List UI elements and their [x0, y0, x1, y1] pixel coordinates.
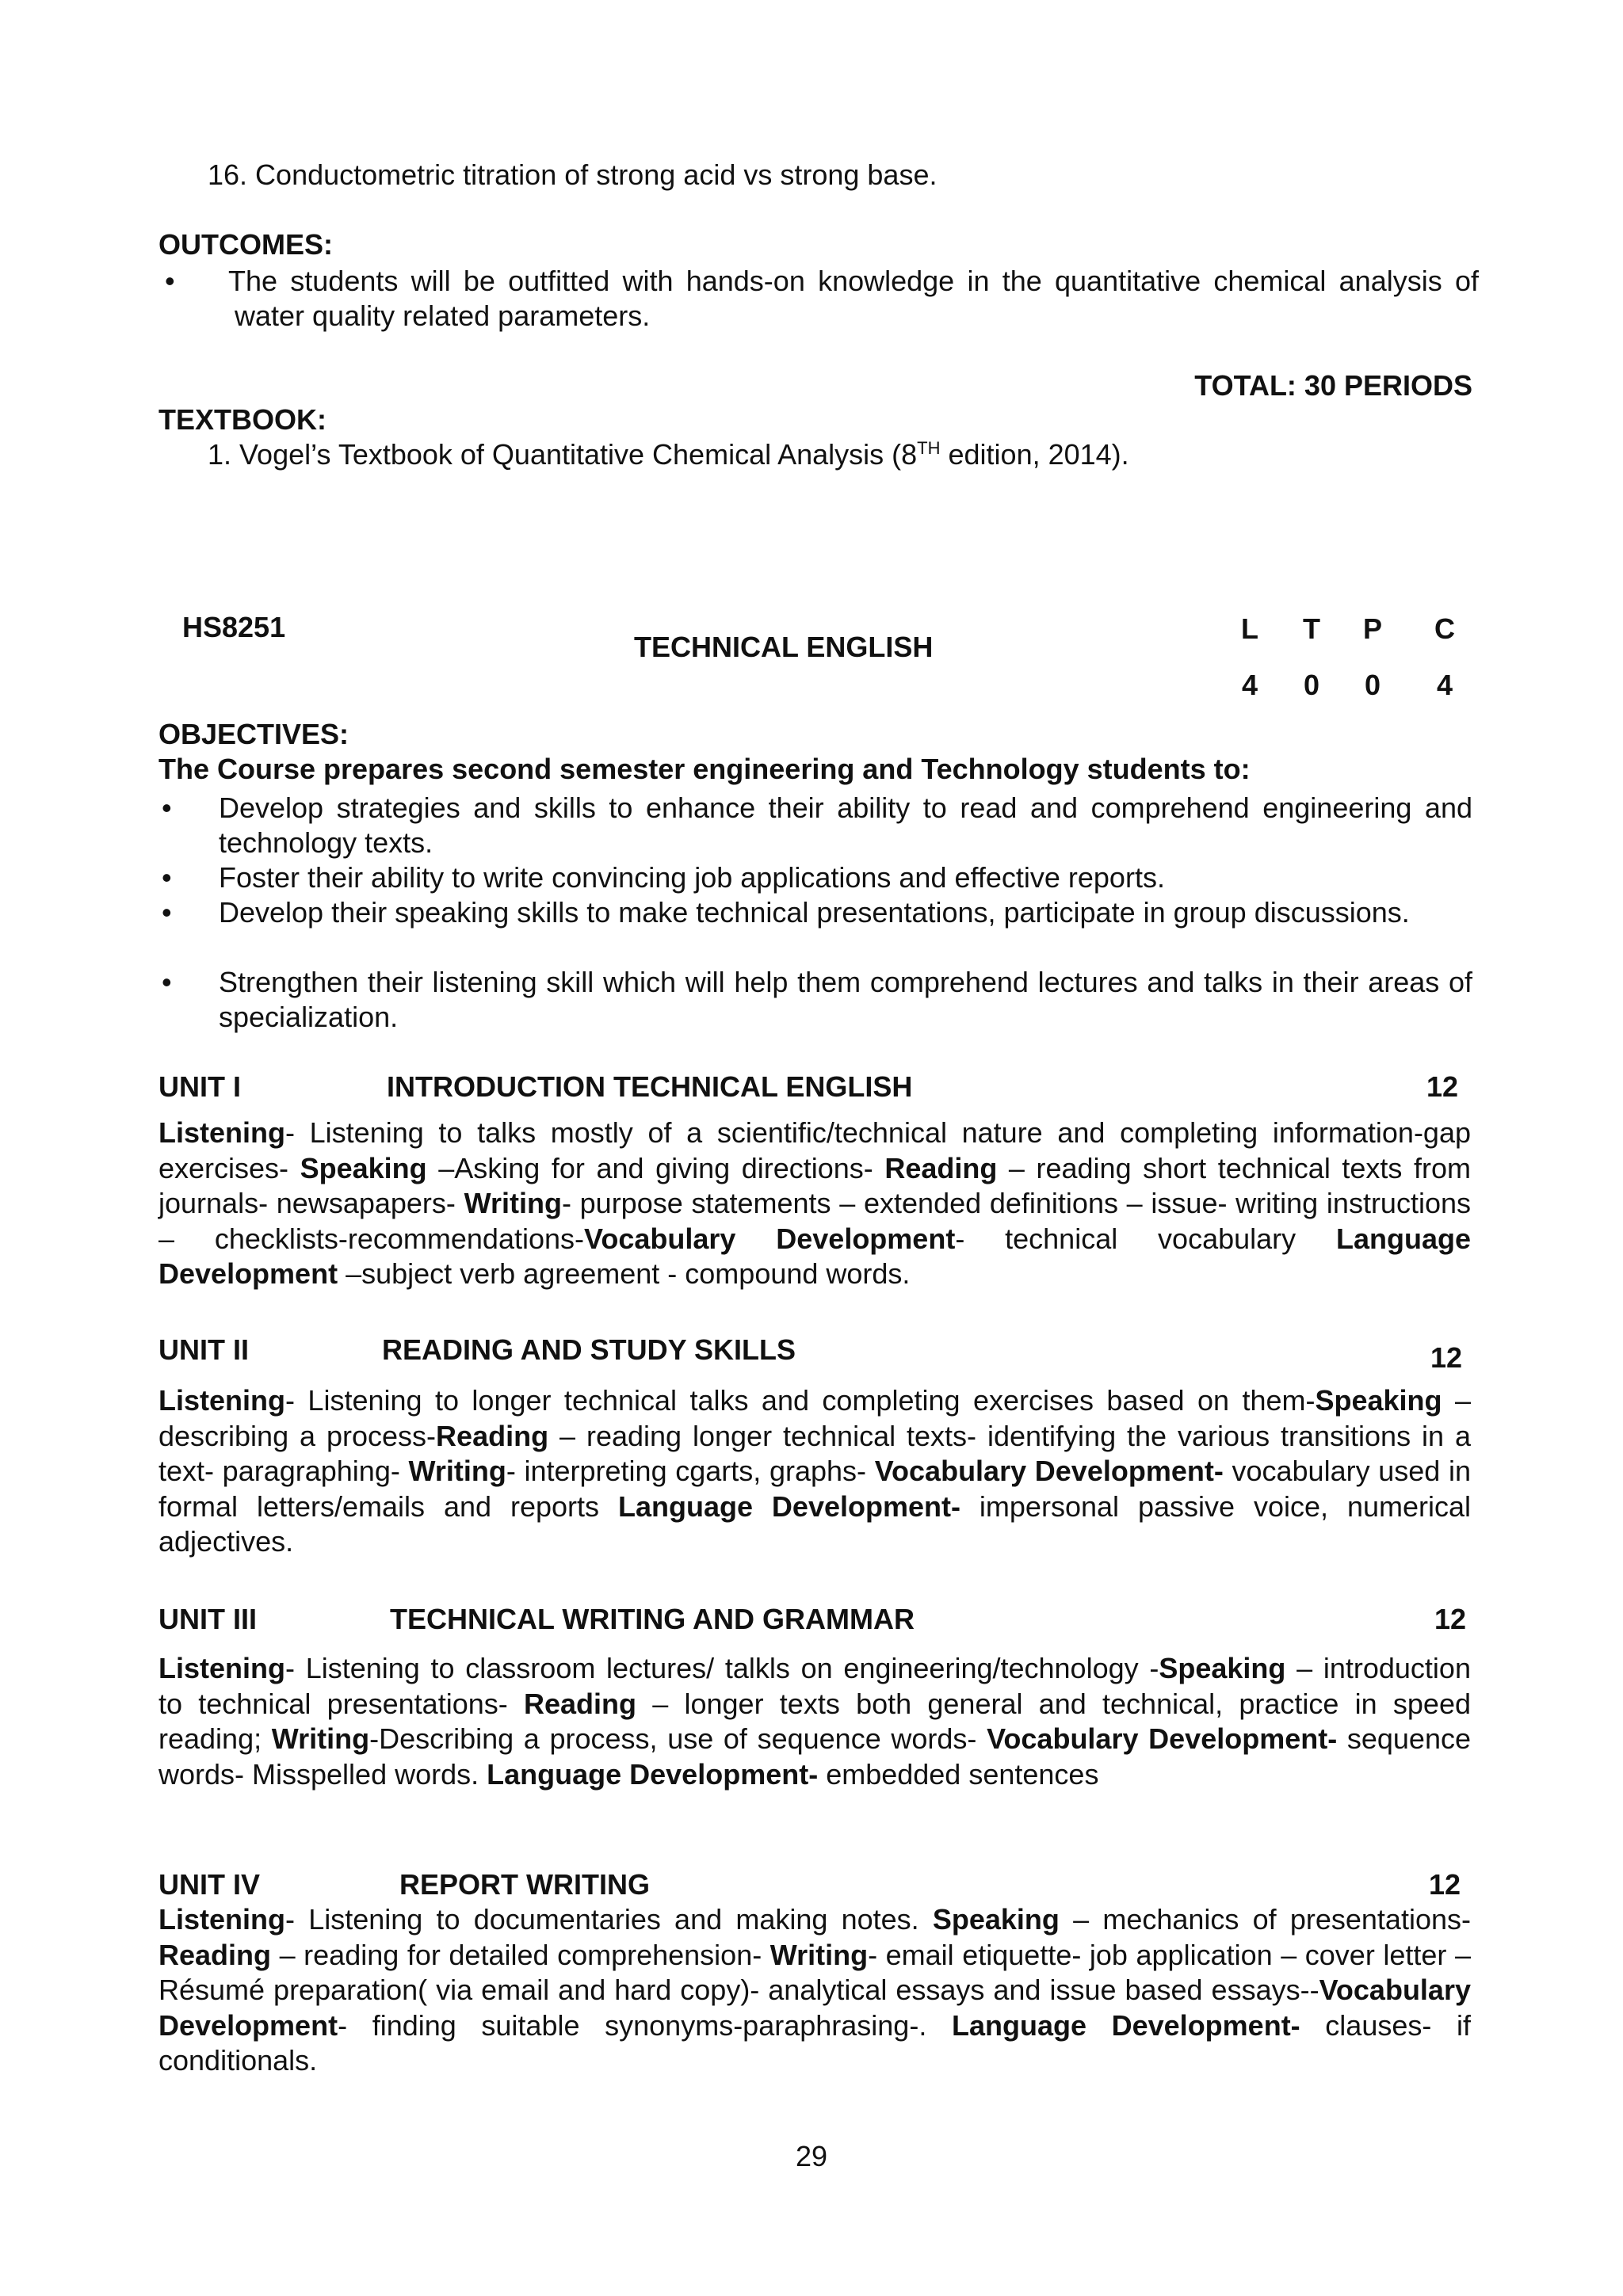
keyword-label: Language Development-	[951, 2008, 1300, 2042]
objective-item	[162, 895, 1472, 965]
page-number: 29	[795, 2140, 828, 2172]
textbook-item-prefix: 1. Vogel’s Textbook of Quantitative Chemical Analysis (8	[208, 438, 918, 471]
bullet-glyph: •	[165, 265, 175, 297]
unit-1-title: INTRODUCTION TECHNICAL ENGLISH	[387, 1070, 913, 1103]
objective-text: Develop strategies and skills to enhance their ability to read and comprehend engineering and technology texts.	[219, 791, 1472, 859]
bullet-glyph: •	[162, 791, 172, 824]
unit-4-title: REPORT WRITING	[399, 1868, 650, 1901]
segment-text: - Listening to classroom lectures/ talkls on engineering/technology -	[285, 1652, 1159, 1684]
segment-text: embedded sentences	[818, 1757, 1099, 1791]
segment-text: impersonal passive voice, numerical adjectives.	[158, 1489, 1472, 1558]
ltpc-header-c: C	[1434, 612, 1455, 645]
ltpc-value-l: 4	[1241, 669, 1258, 701]
keyword-label: Speaking	[932, 1903, 1060, 1936]
segment-text: – reading for detailed comprehension-	[271, 1938, 770, 1971]
keyword-label: Vocabulary Development-	[874, 1455, 1224, 1487]
keyword-label: Speaking	[1315, 1384, 1442, 1417]
segment-text: – longer texts both general and technical, practice in speed reading;	[158, 1687, 1471, 1755]
keyword-label: Language Development-	[487, 1757, 819, 1791]
segment-text: - purpose statements – extended definitions – issue- writing instructions – checklists-recommendations-	[158, 1187, 1471, 1255]
ltpc-value-p: 0	[1364, 669, 1381, 701]
objective-text: Strengthen their listening skill which will help them comprehend lectures and talks in their areas of specialization.	[219, 966, 1472, 1033]
total-periods: TOTAL: 30 PERIODS	[1194, 369, 1472, 402]
ltpc-value-c: 4	[1436, 669, 1453, 701]
keyword-label: Listening	[158, 1116, 285, 1149]
objective-item	[162, 965, 1472, 1035]
segment-text: - email etiquette- job application – cover letter –Résumé preparation( via email and hard copy)- analytical essays and issue based essays--	[158, 1938, 1471, 2006]
keyword-label: Reading	[523, 1687, 636, 1720]
unit-4-content	[158, 1902, 1471, 2079]
objective-item	[162, 860, 1472, 895]
textbook-item-suffix: edition, 2014).	[940, 438, 1129, 471]
segment-text: sequence words- Misspelled words.	[158, 1722, 1471, 1791]
keyword-label: Vocabulary Development	[584, 1222, 956, 1255]
segment-text: – reading short technical texts from journals- newsapapers-	[158, 1151, 1471, 1219]
keyword-label: Writing	[464, 1187, 562, 1219]
keyword-label: Listening	[158, 1903, 285, 1936]
unit-2-hours: 12	[1430, 1341, 1463, 1374]
segment-text: clauses- if conditionals.	[158, 2008, 1472, 2077]
textbook-item	[208, 437, 1129, 472]
outcomes-heading: OUTCOMES:	[158, 228, 333, 261]
ltpc-header-l: L	[1241, 612, 1258, 645]
lab-item-16: 16. Conductometric titration of strong acid vs strong base.	[208, 158, 938, 191]
unit-3-title: TECHNICAL WRITING AND GRAMMAR	[390, 1603, 915, 1635]
keyword-label: Speaking	[300, 1151, 427, 1184]
segment-text: - finding suitable synonyms-paraphrasing-.	[338, 2008, 952, 2042]
keyword-label: Reading	[436, 1419, 549, 1452]
segment-text: – reading longer technical texts- identifying the various transitions in a text- paragraphing-	[158, 1419, 1471, 1487]
unit-3-content	[158, 1651, 1471, 1792]
segment-text: - technical vocabulary	[955, 1222, 1336, 1255]
outcomes-bullet-item	[165, 264, 1479, 335]
keyword-label: Language Development	[158, 1222, 1471, 1290]
objectives-heading: OBJECTIVES:	[158, 718, 349, 750]
segment-text: - Listening to documentaries and making notes.	[285, 1903, 933, 1936]
bullet-glyph: •	[162, 966, 172, 998]
keyword-label: Vocabulary Development	[158, 1974, 1471, 2042]
keyword-label: Language Development-	[617, 1489, 960, 1523]
ltpc-value-t: 0	[1303, 669, 1320, 701]
keyword-label: Writing	[271, 1722, 370, 1755]
unit-1-hours: 12	[1426, 1070, 1459, 1103]
keyword-label: Writing	[769, 1938, 869, 1971]
bullet-glyph: •	[162, 861, 172, 894]
unit-4-label: UNIT IV	[158, 1868, 261, 1901]
keyword-label: Reading	[884, 1151, 998, 1184]
segment-text: -Describing a process, use of sequence words-	[369, 1722, 987, 1755]
unit-2-content	[158, 1383, 1471, 1560]
objectives-intro: The Course prepares second semester engineering and Technology students to:	[158, 753, 1251, 785]
unit-1-label: UNIT I	[158, 1070, 241, 1103]
keyword-label: Writing	[408, 1455, 506, 1487]
ltpc-header-p: P	[1362, 612, 1382, 645]
keyword-label: Listening	[158, 1384, 285, 1417]
unit-3-label: UNIT III	[158, 1603, 257, 1635]
course-title: TECHNICAL ENGLISH	[634, 631, 934, 663]
objective-item	[162, 791, 1472, 860]
keyword-label: Listening	[158, 1652, 285, 1684]
unit-4-hours: 12	[1429, 1868, 1461, 1901]
segment-text: – mechanics of presentations-	[1059, 1903, 1471, 1936]
bullet-glyph: •	[162, 896, 172, 929]
unit-3-hours: 12	[1434, 1603, 1467, 1635]
keyword-label: Vocabulary Development-	[987, 1722, 1338, 1755]
ltpc-header-t: T	[1303, 612, 1320, 645]
textbook-heading: TEXTBOOK:	[158, 403, 327, 436]
objective-text: Foster their ability to write convincing job applications and effective reports.	[219, 861, 1165, 894]
keyword-label: Reading	[158, 1938, 272, 1971]
keyword-label: Speaking	[1159, 1652, 1286, 1684]
unit-1-content	[158, 1116, 1471, 1292]
segment-text: - Listening to longer technical talks and completing exercises based on them-	[285, 1384, 1316, 1417]
unit-2-title: READING AND STUDY SKILLS	[382, 1333, 796, 1366]
segment-text: –subject verb agreement - compound words.	[338, 1257, 911, 1290]
textbook-item-sup: TH	[917, 438, 941, 458]
objective-text: Develop their speaking skills to make technical presentations, participate in group discussions.	[219, 896, 1410, 929]
segment-text: - Listening to talks mostly of a scientific/technical nature and completing information-gap exercises-	[158, 1116, 1471, 1184]
unit-2-label: UNIT II	[158, 1333, 249, 1366]
outcome-text: The students will be outfitted with hands-on knowledge in the quantitative chemical analysis of water quality related parameters.	[228, 265, 1479, 332]
course-code: HS8251	[182, 611, 286, 643]
segment-text: –Asking for and giving directions-	[426, 1151, 885, 1184]
segment-text: vocabulary used in formal letters/emails and reports	[158, 1455, 1472, 1523]
segment-text: – describing a process-	[158, 1384, 1471, 1452]
segment-text: - interpreting cgarts, graphs-	[506, 1455, 875, 1487]
segment-text: – introduction to technical presentations-	[158, 1652, 1471, 1720]
